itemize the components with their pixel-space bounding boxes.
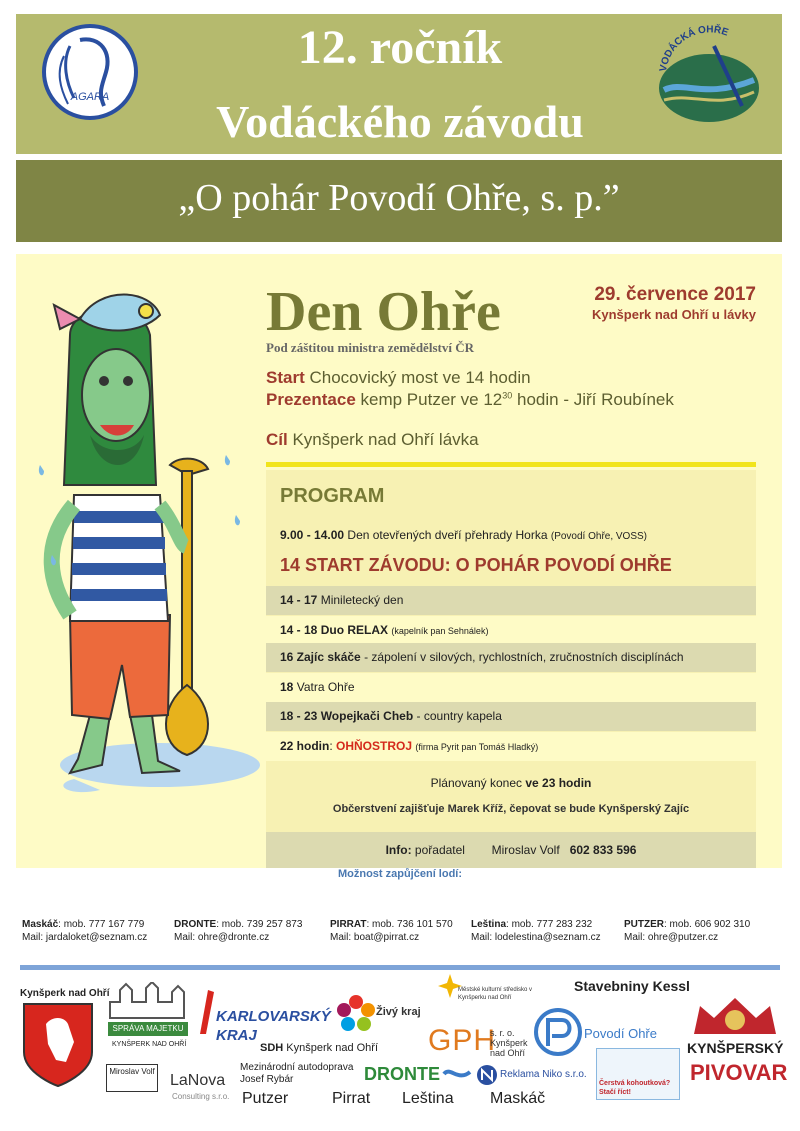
presentation-minutes: 30 — [502, 390, 513, 401]
program-row — [266, 673, 756, 702]
contact-pirrat — [330, 918, 453, 944]
info-keyword: Info: — [385, 843, 412, 857]
planned-end-text: Plánovaný konec — [430, 776, 523, 790]
sponsor-kynsperk-label: Kynšperk nad Ohří — [20, 988, 110, 999]
fireworks-label: OHŇOSTROJ — [336, 739, 413, 753]
karlovarsky-kraj-line2: KRAJ — [216, 1027, 257, 1044]
program-row — [266, 616, 756, 645]
presentation-line — [266, 390, 674, 410]
reklama-niko-icon — [476, 1064, 498, 1086]
program-row-time: 18 - 23 Wopejkači Cheb — [280, 709, 414, 723]
sdh-label — [260, 1042, 378, 1054]
presentation-text-b: hodin - Jiří Roubínek — [517, 390, 674, 409]
program-title: PROGRAM — [280, 485, 385, 507]
gph-detail-2: Kynšperk — [490, 1038, 528, 1048]
sponsor-pirrat: Pirrat — [332, 1090, 371, 1107]
gph-logo: GPH — [428, 1024, 497, 1057]
contact-name: PUTZER — [624, 919, 664, 930]
planned-end — [266, 776, 756, 790]
contact-maskac — [22, 918, 147, 944]
program-row-time: 14 - 17 — [280, 593, 318, 607]
contact-mail: Mail: boat@pirrat.cz — [330, 932, 420, 943]
gph-details — [490, 1028, 528, 1058]
divider — [20, 965, 780, 970]
agara-logo-text: AGARA — [70, 91, 110, 103]
dronte-wave-icon — [442, 1066, 472, 1082]
vodacka-ohre-logo — [654, 20, 764, 126]
start-text: Chocovický most ve 14 hodin — [309, 368, 531, 387]
finish-keyword: Cíl — [266, 430, 288, 449]
contact-name: DRONTE — [174, 919, 217, 930]
contact-putzer — [624, 918, 750, 944]
lanova-subtitle: Consulting s.r.o. — [172, 1092, 230, 1101]
program-row-text: : — [329, 739, 337, 753]
contact-phone: : mob. 736 101 570 — [366, 919, 453, 930]
horka-text: Den otevřených dveří přehrady Horka — [347, 528, 548, 542]
sponsor-maskac: Maskáč — [490, 1090, 546, 1107]
program-row — [266, 586, 756, 615]
contact-phone: : mob. 739 257 873 — [216, 919, 303, 930]
event-date: 29. července 2017 — [594, 284, 756, 305]
program-row-text: Miniletecký den — [320, 593, 404, 607]
info-role: pořadatel — [414, 843, 465, 857]
gph-detail-1: s. r. o. — [490, 1028, 515, 1038]
sprava-majetku-castle-icon — [106, 982, 186, 1022]
program-row-note: (firma Pyrit pan Tomáš Hladký) — [415, 742, 539, 752]
planned-end-time: ve 23 hodin — [525, 776, 592, 790]
stavebniny-kessl-label: Stavebniny Kessl — [574, 978, 690, 994]
contact-name: Maskáč — [22, 919, 59, 930]
contact-phone: : mob. 606 902 310 — [664, 919, 751, 930]
sprava-majetku-badge: SPRÁVA MAJETKU — [108, 1022, 188, 1036]
presentation-keyword: Prezentace — [266, 390, 356, 409]
autodoprava-line1: Mezinárodní autodoprava — [240, 1062, 354, 1073]
contact-phone: : mob. 777 167 779 — [58, 919, 145, 930]
horka-organizer: (Povodí Ohře, VOSS) — [550, 531, 648, 542]
water-company-ad: Čerstvá kohoutková? Stačí říct! — [596, 1048, 680, 1100]
start-keyword: Start — [266, 368, 305, 387]
divider — [266, 462, 756, 467]
sdh-rest: Kynšperk nad Ohří — [286, 1042, 379, 1054]
race-start-title: 14 START ZÁVODU: O POHÁR POVODÍ OHŘE — [280, 555, 672, 575]
program-row — [266, 702, 756, 731]
sponsor-lestina: Leština — [402, 1090, 454, 1107]
povodi-ohre-label: Povodí Ohře — [584, 1026, 657, 1041]
sprava-majetku-subtitle: KYNŠPERK NAD OHŘÍ — [112, 1041, 187, 1048]
program-row-time: 22 hodin — [280, 739, 330, 753]
program-row-text: Vatra Ohře — [296, 680, 355, 694]
kynspersky-label: KYNŠPERSKÝ — [687, 1040, 784, 1056]
info-phone: 602 833 596 — [569, 843, 637, 857]
kynspersky-pivovar-crest-icon — [690, 996, 780, 1036]
subtitle: „O pohár Povodí Ohře, s. p.” — [178, 177, 620, 219]
contact-mail: Mail: ohre@dronte.cz — [174, 932, 270, 943]
contact-lestina — [471, 918, 601, 944]
contact-name: PIRRAT — [330, 919, 367, 930]
horka-time: 9.00 - 14.00 — [280, 528, 345, 542]
sponsor-putzer: Putzer — [242, 1090, 289, 1107]
event-place: Kynšperk nad Ohří u lávky — [591, 307, 756, 322]
dronte-logo: DRONTE — [364, 1064, 440, 1084]
autodoprava-line2: Josef Rybár — [240, 1074, 294, 1085]
finish-text: Kynšperk nad Ohří lávka — [292, 430, 479, 449]
zivy-kraj-flower-icon — [336, 994, 376, 1034]
program-row-note: (kapelník pan Sehnálek) — [391, 626, 489, 636]
start-line — [266, 368, 531, 388]
contact-mail: Mail: ohre@putzer.cz — [624, 932, 719, 943]
pivovar-label: PIVOVAR — [690, 1060, 788, 1085]
program-row — [266, 732, 756, 761]
zivy-kraj-label: Živý kraj — [376, 1006, 421, 1018]
finish-line — [266, 430, 479, 450]
mks-label: Městské kulturní středisko v Kynšperku nad Ohří — [458, 987, 533, 1001]
refreshments: Občerstvení zajišťuje Marek Kříž, čepovat se bude Kynšperský Zajíc — [332, 803, 690, 815]
kynsperk-coat-of-arms-icon — [22, 1002, 94, 1088]
presentation-text-a: kemp Putzer ve 12 — [360, 390, 503, 409]
karlovarsky-kraj-mark-icon — [198, 988, 216, 1036]
sdh-bold: SDH — [260, 1042, 284, 1054]
autodoprava-label — [240, 1062, 353, 1086]
reklama-niko-label: Reklama Niko s.r.o. — [500, 1069, 587, 1080]
povodi-ohre-logo-icon — [532, 1006, 584, 1058]
contact-phone: : mob. 777 283 232 — [506, 919, 593, 930]
miroslav-volf-logo: Miroslav Volf — [106, 1064, 158, 1092]
program-row — [266, 643, 756, 672]
horka-open-day — [280, 528, 647, 542]
vodacka-ohre-logo-text: VODÁCKÁ OHŘE — [657, 24, 730, 73]
contact-mail: Mail: jardaloket@seznam.cz — [22, 932, 148, 943]
contact-dronte — [174, 918, 302, 944]
program-row-time: 16 Zajíc skáče — [280, 650, 361, 664]
title-line-2: Vodáckého závodu — [216, 96, 584, 147]
program-row-text: - country kapela — [416, 709, 502, 723]
event-name: Den Ohře — [266, 281, 501, 343]
program-row-text: - zápolení v silových, rychlostních, zručnostních disciplínách — [364, 650, 684, 664]
boat-rental-title: Možnost zapůjčení lodí: — [337, 868, 463, 880]
program-row-time: 14 - 18 Duo RELAX — [280, 623, 389, 637]
program-row-time: 18 — [280, 680, 294, 694]
contact-name: Leština — [471, 919, 507, 930]
water-man-illustration — [30, 285, 260, 805]
info-line — [266, 843, 756, 857]
gph-detail-3: nad Ohří — [490, 1048, 526, 1058]
lanova-logo: LaNova — [170, 1072, 226, 1089]
karlovarsky-kraj-line1: KARLOVARSKÝ — [216, 1008, 331, 1025]
event-patron: Pod záštitou ministra zemědělství ČR — [266, 340, 474, 355]
contact-mail: Mail: lodelestina@seznam.cz — [471, 932, 601, 943]
info-name: Miroslav Volf — [491, 843, 560, 857]
title-line-1: 12. ročník — [297, 21, 503, 74]
